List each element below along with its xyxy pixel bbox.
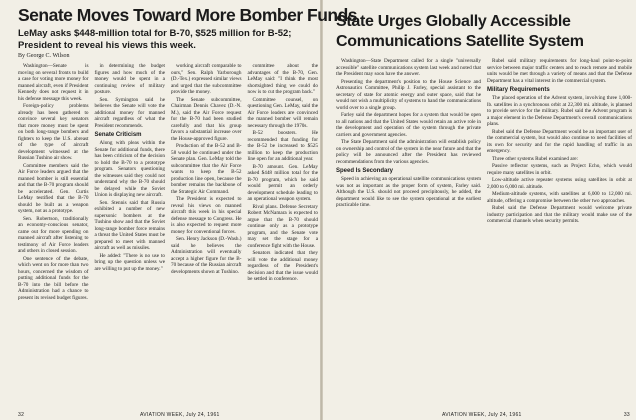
paragraph: Washington—Senate is moving on several fronts to build a case for voting more money for manned aircraft, even if President Kennedy does not request it in his defense message this week. — [18, 63, 89, 102]
column-4 — [248, 63, 319, 413]
paragraph: Sen. Henry Jackson (D.-Wash.) said he believes the Administration will eventually accept a higher figure for the B-70 because of the Russian aircraft developments shown at Tushino. — [171, 236, 242, 275]
paragraph: Rubel said the Defense Department would be an important user of the commercial system, but would also continue to need facilities of its own for security and for the rapid handling of traffic in an emergency. — [487, 128, 632, 154]
paragraph: Foreign-policy problems already has been gathered to convince several key senators that more money must be spent on both long-range bombers and fighters to keep the U.S. abreast of the type of aircraft development witnessed at the Russian Tushino air show. — [18, 103, 89, 161]
paragraph: Speed in achieving an operational satellite communications system was not as important as the proper form of system, Farley said. Although the U.S. should not proceed precipitously, he added, the department would like to see the system operational at the earliest practicable time. — [336, 176, 481, 208]
paragraph: in determining the budget figures and how much of the money would be spent in a continuing review of military posture. — [94, 63, 165, 95]
paragraph: Committee members said the Air Force leaders argued that the manned bomber is still essential and that the B-70 program should be accelerated. Gen. Curtis LeMay testified that the B-70 should be built as a weapon system, not as a prototype. — [18, 162, 89, 214]
paragraph: Production of the B-52 and B-58 would be continued under the Senate plan. Gen. LeMay told the subcommittee that the Air Force wants to keep the B-52 production line open, because the bomber remains the backbone of the Strategic Air Command. — [171, 143, 242, 195]
magazine-footer: AVIATION WEEK, July 24, 1961 — [442, 412, 522, 418]
headline: State Urges Globally Accessible Communications Satellite System — [336, 13, 584, 50]
subheading: Senate Criticism — [94, 132, 142, 138]
right-columns — [336, 58, 632, 413]
paragraph: Rival plans. Defense Secretary Robert McNamara is expected to argue that the B-70 should continue only as a prototype program, and the Senate vote may set the stage for a conference fight with the House. — [247, 203, 318, 249]
paragraph: The State Department said the administration will establish policy on ownership and control of the system in the near future and that the policy will be announced after the President has reviewed recommendations from the various agencies. — [336, 139, 481, 165]
paragraph: committee about the advantages of the B-70, Gen. LeMay said: "I think the most shortsighted thing we could do now is to cut the program back." — [247, 63, 318, 95]
deck: LeMay asks $448-million total for B-70, $525 million for B-52; President to reveal his views this week. — [18, 28, 292, 51]
paragraph: B-70 amount. Gen. LeMay asked $448 million total for the B-70 program, which he said would permit an orderly development schedule leading to an operational weapon system. — [247, 163, 318, 202]
page-number: 33 — [623, 412, 630, 418]
paragraph: Passive reflector systems, such as Project Echo, which would require many satellites in orbit. — [487, 163, 632, 176]
left-columns — [18, 63, 318, 413]
paragraph: Presenting the department's position to the House Science and Astronautics Committee, Philip J. Farley, special assistant to the secretary of state for atomic energy and outer space, said that he would not wish a multiplicity of systems to hand the communications world over to a single group. — [336, 78, 481, 111]
page-number: 32 — [18, 412, 25, 418]
column-3 — [171, 63, 242, 413]
paragraph: working aircraft comparable to ours," Sen. Ralph Yarborough (D.-Tex.) expressed similar views and urged that the subcommittee provide the money. — [171, 63, 242, 95]
paragraph: Rubel said the Defense Department would welcome private industry participation and that the military would make use of the commercial channels when security permits. — [487, 205, 632, 224]
paragraph: Along with pleas within the Senate for additional funds, there has been criticism of the decision to hold the B-70 to a prototype program. Senators questioning the witnesses said they could not understand why the B-70 should be delayed while the Soviet Union is displaying new aircraft. — [94, 140, 165, 198]
paragraph: The placed operation of the Advent system, involving three 1,000-lb. satellites in a synchronous orbit at 22,300 mi. altitude, is planned to provide service for the military. Rubel said the Advent program is a major element in the Defense Department's overall communications plans. — [487, 95, 632, 127]
paragraph: Committee counsel, on questioning Gen. LeMay, said the Air Force leaders are convinced the manned bomber will remain necessary through the 1970s. — [247, 96, 318, 129]
paragraph: Low-altitude active repeater systems using satellites in orbit at 2,000 to 6,000 mi. altitude. — [487, 177, 632, 190]
paragraph: Sen. Robertson, traditionally an economy-conscious senator, came out for more spending on manned aircraft after listening to testimony of Air Force leaders and others in closed session. — [18, 215, 89, 254]
paragraph: He added: "There is no use to bring up the question unless we are willing to put up the money." — [94, 252, 165, 272]
paragraph: The President is expected to reveal his views on manned aircraft this week in his special defense message to Congress. He is also expected to request more money for conventional forces. — [171, 196, 242, 235]
column-1 — [336, 58, 481, 413]
paragraph: Washington—State Department called for a single "universally accessible" satellite communications system last week and noted that the President may soon have the answer. — [336, 58, 481, 77]
paragraph: The Senate subcommittee, Chairman Dennis Chavez (D.-N. M.), said the Air Force request for the B-70 had been studied carefully and that his group favors a substantial increase over the House-approved figure. — [171, 96, 242, 142]
paragraph: One sentence of the debate, which went on for more than two hours, concerned the wisdom of putting additional funds for the B-70 into the bill before the Administration had a chance to present its revised budget figures. — [18, 255, 89, 301]
paragraph: Three other systems Rubel examined are: — [492, 155, 578, 162]
subheading: Military Requirements — [487, 87, 550, 93]
paragraph: Rubel said military requirements for long-haul point-to-point service between major traffic centers and to reach remote and mobile units would be met through a variety of means and that the Defense Department has a vital interest in the commercial system. — [487, 58, 632, 84]
paragraph: Senators indicated that they will vote the additional money regardless of the President's decision and that the issue would be settled in conference. — [247, 250, 318, 282]
column-2 — [95, 63, 166, 413]
column-1 — [18, 63, 89, 413]
byline: By George C. Wilson — [18, 53, 70, 59]
paragraph: Medium-altitude systems, with satellites at 6,000 to 12,000 mi. altitude, offering a compromise between the other two approaches. — [487, 191, 632, 204]
right-page — [322, 0, 636, 420]
paragraph: B-52 boosters. He recommended that funding for the B-52 be increased to $525 million to keep the production line open for an additional year. — [247, 130, 318, 162]
subheading: Speed Is Secondary — [336, 168, 394, 174]
paragraph: Farley said the department hopes for a system that would be open to all nations and that the United States would retain an active role in the development and operation of the system through the private carriers and government agencies. — [336, 112, 481, 138]
paragraph: Sen. Symington said he believes the Senate will vote the additional money for manned aircraft regardless of what the President recommends. — [94, 96, 165, 129]
headline: Senate Moves Toward More Bomber Funds — [18, 5, 358, 25]
magazine-footer: AVIATION WEEK, July 24, 1961 — [140, 412, 220, 418]
column-2 — [487, 58, 632, 413]
paragraph: Sen. Stennis said that Russia exhibited a number of new supersonic bombers at the Tushino show and that the Soviet long-range bomber force remains a threat the United States must be prepared to meet with manned aircraft as well as missiles. — [94, 199, 165, 251]
